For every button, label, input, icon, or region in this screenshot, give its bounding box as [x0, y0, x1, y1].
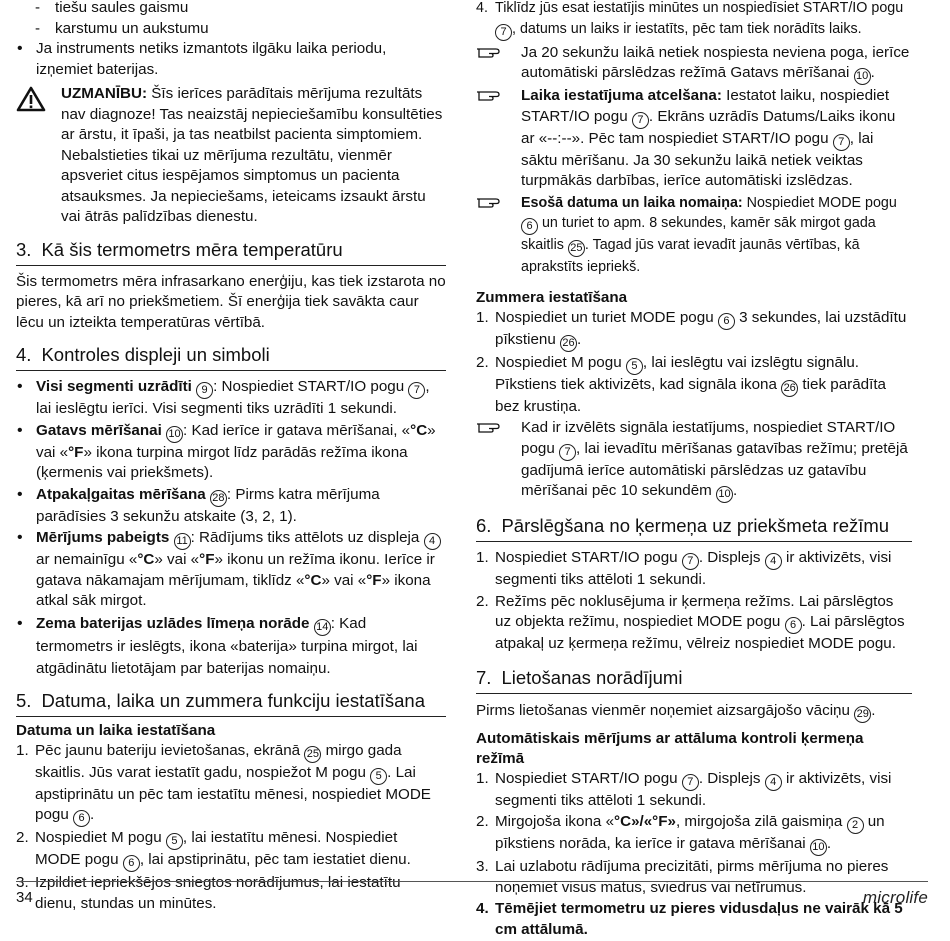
dash-item: - tiešu saules gaismu	[35, 0, 189, 16]
section-3-text: Šis termometrs mēra infrasarkano enerģiju, kas tiek izstarota no pieres, kā arī no priekšmetiem. Šī enerģija tiek savākta caur lēcu un izteikta temperatūras vērtībā.	[16, 272, 446, 331]
list-item: 2. Nospiediet M pogu 5 , lai iestatītu mēnesi. Nospiediet MODE pogu 6 , lai apstiprinātu, pēc tam iestatiet dienu.	[16, 828, 446, 872]
right-column	[476, 0, 912, 941]
section-6-heading: 6. Pārslēgšana no ķermeņa uz priekšmeta režīmu	[476, 515, 912, 542]
list-item: 2. Mirgojoša ikona «°C»/«°F», mirgojoša zilā gaismiņa 2 un pīkstiens norāda, ka ierīce ir gatava mērīšanai 10 .	[476, 812, 912, 856]
pointing-hand-icon	[476, 194, 506, 217]
pointing-hand-icon	[476, 44, 506, 67]
list-item: 1. Nospiediet START/IO pogu 7 . Displejs 4 ir aktivizēts, visi segmenti tiks attēloti 1 sekundi.	[476, 549, 892, 588]
bullet-item: • Ja instruments netiks izmantots ilgāku laika periodu, izņemiet baterijas.	[17, 40, 387, 78]
left-column	[16, 0, 446, 915]
list-item: 3. Lai uzlabotu rādījuma precizitāti, pirms mērījuma no pieres noņemiet visus matus, sviedrus vai netīrumus.	[476, 858, 889, 896]
note-item: Laika iestatījuma atcelšana: Iestatot laiku, nospiediet START/IO pogu 7 . Ekrāns uzrādīs Datums/Laiks ikonu ar «--:--». Pēc tam nospiediet START/IO pogu 7 , lai sāktu mērīšanu. Ja 30 sekunžu laikā netiek veiktas turpmākās darbības, ierīce automātiski izslēdzas.	[476, 86, 912, 192]
auto-measure-subheading: Automātiskais mērījums ar attāluma kontroli ķermeņa režīmā	[476, 729, 864, 767]
section-7-heading: 7. Lietošanas norādījumi	[476, 667, 912, 694]
list-item: • Zema baterijas uzlādes līmeņa norāde 14 : Kad termometrs ir ieslēgts, ikona «baterija» turpina mirgot, lai atgādinātu lietotājam par baterijas nomaiņu.	[17, 614, 418, 677]
footer-divider	[16, 881, 928, 882]
list-item: 1. Pēc jaunu bateriju ievietošanas, ekrānā 25 mirgo gada skaitlis. Jūs varat iestatīt gadu, nospiežot M pogu 5 . Lai apstiprinātu un pēc tam iestatītu mēnesi, nospiediet MODE pogu 6 .	[16, 741, 446, 828]
symbols-list	[16, 377, 446, 680]
list-item: 3. Izpildiet iepriekšējos sniegtos norādījumus, lai iestatītu dienu, stundas un minūtes.	[16, 874, 401, 912]
microlife-logo: microlife	[862, 888, 928, 907]
list-item: • Gatavs mērīšanai 10 : Kad ierīce ir gatava mērīšanai, «°C» vai «°F» ikona turpina mirgot līdz parādās režīma ikona (ķermenis vai priekšmets).	[17, 421, 436, 481]
buzzer-subheading: Zummera iestatīšana	[476, 288, 628, 306]
list-item: 4. Tiklīdz jūs esat iestatījis minūtes un nospiedīsiet START/IO pogu 7 , datums un laiks ir iestatīts, pēc tam tiek norādīts laiks.	[476, 0, 912, 41]
list-item: 1. Nospiediet START/IO pogu 7 . Displejs 4 ir aktivizēts, visi segmenti tiks attēloti 1 sekundi.	[476, 769, 892, 809]
section-3-heading: 3. Kā šis termometrs mēra temperatūru	[16, 239, 446, 266]
list-item: 1. Nospiediet un turiet MODE pogu 6 3 sekundes, lai uzstādītu pīkstienu 26 .	[476, 308, 912, 352]
pointing-hand-icon	[476, 87, 506, 110]
note-item: Ja 20 sekunžu laikā netiek nospiesta neviena poga, ierīce automātiski pārslēdzas režīmā Gatavs mērīšanai 10 .	[476, 43, 912, 86]
list-item: 4. Tēmējiet termometru uz pieres vidusdaļus ne vairāk kā 5 cm attālumā.	[476, 900, 903, 938]
pointing-hand-icon	[476, 419, 506, 442]
list-item: • Atpakaļgaitas mērīšana 28 : Pirms katra mērījuma parādīsies 3 sekunžu atskaite (3, 2, 1).	[17, 485, 380, 525]
page-number: 34	[16, 889, 33, 906]
list-item: • Mērījums pabeigts 11 : Rādījums tiks attēlots uz displeja 4 ar nemainīgu «°C» vai «°F» ikonu un režīma ikonu. Ierīce ir gatava nākamajam mērījumam, tiklīdz «°C» vai «°F» ikona atkal sāk mirgot.	[16, 528, 446, 612]
note-item: Kad ir izvēlēts signāla iestatījums, nospiediet START/IO pogu 7 , lai ievadītu mērīšanas gatavības režīmu; pretējā gadījumā ierīce automātiski pārslēdzas uz gatavību mērīšanai pēc 10 sekundēm 10 .	[476, 418, 912, 503]
note-item: Esošā datuma un laika nomaiņa: Nospiediet MODE pogu 6 un turiet to apm. 8 sekundes, kamēr sāk mirgot gada skaitlis 25 . Tagad jūs varat ievadīt jaunās vērtības, kā aprakstīts iepriekš.	[476, 193, 912, 278]
date-time-subheading: Datuma un laika iestatīšana	[16, 721, 216, 739]
section-7-text: Pirms lietošanas vienmēr noņemiet aizsargājošo vāciņu 29 .	[476, 701, 912, 723]
warning-block: UZMANĪBU: Šīs ierīces parādītais mērījuma rezultāts nav diagnoze! Tas neaizstāj nepieciešamību konsultēties ar ārstu, it īpaši, ja tas neatbilst pacienta simptomiem. Nebalstieties tikai uz mērījuma rezultātu, vienmēr apsveriet citus iespējamos simptomus un pacienta atsauksmes. Ja nepieciešams, ieteicams izsaukt ārstu vai ātrās palīdzības dienestu.	[16, 84, 446, 228]
dash-item: - karstumu un aukstumu	[35, 19, 209, 37]
section-4-heading: 4. Kontroles displeji un simboli	[16, 344, 446, 371]
warning-triangle-icon	[16, 86, 46, 119]
list-item: 2. Nospiediet M pogu 5 , lai ieslēgtu vai izslēgtu signālu. Pīkstiens tiek aktivizēts, kad signāla ikona 26 tiek parādīta bez krustiņa.	[476, 353, 886, 415]
section-5-heading: 5. Datuma, laika un zummera funkciju iestatīšana	[16, 690, 446, 717]
list-item: • Visi segmenti uzrādīti 9 : Nospiediet START/IO pogu 7 , lai ieslēgtu ierīci. Visi segmenti tiks uzrādīti 1 sekundi.	[17, 378, 430, 417]
list-item: 2. Režīms pēc noklusējuma ir ķermeņa režīms. Lai pārslēgtos uz objekta režīmu, nospiediet MODE pogu 6 . Lai pārslēgtos atpakaļ uz ķermeņa režīmu, vēlreiz nospiediet MODE pogu.	[476, 592, 905, 652]
